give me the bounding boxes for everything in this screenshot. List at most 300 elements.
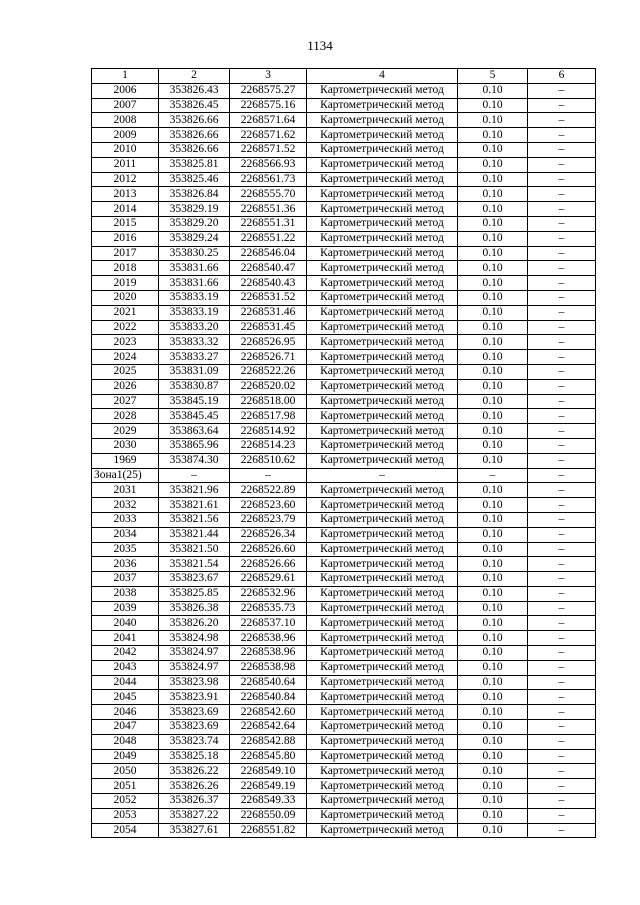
table-row <box>92 290 596 305</box>
x-coordinate-cell: 353821.54 <box>159 557 230 572</box>
method-cell: Картометрический метод <box>307 764 458 779</box>
point-number-cell: 1969 <box>92 453 159 468</box>
point-number-cell: 2014 <box>92 202 159 217</box>
method-cell: Картометрический метод <box>307 216 458 231</box>
method-cell: Картометрический метод <box>307 142 458 157</box>
accuracy-cell: 0.10 <box>458 542 528 557</box>
x-coordinate-cell: 353823.91 <box>159 690 230 705</box>
x-coordinate-cell: 353833.20 <box>159 320 230 335</box>
column-header-6: 6 <box>528 69 596 84</box>
description-cell: – <box>528 157 596 172</box>
x-coordinate-cell: 353845.45 <box>159 409 230 424</box>
accuracy-cell: 0.10 <box>458 512 528 527</box>
accuracy-cell: 0.10 <box>458 83 528 98</box>
y-coordinate-cell: 2268526.95 <box>230 335 307 350</box>
point-number-cell: Зона1(25) <box>92 468 159 483</box>
description-cell: – <box>528 276 596 291</box>
description-cell: – <box>528 764 596 779</box>
point-number-cell: 2010 <box>92 142 159 157</box>
x-coordinate-cell: 353823.69 <box>159 705 230 720</box>
method-cell: Картометрический метод <box>307 720 458 735</box>
description-cell: – <box>528 290 596 305</box>
accuracy-cell: 0.10 <box>458 290 528 305</box>
point-number-cell: 2007 <box>92 98 159 113</box>
y-coordinate-cell: 2268551.82 <box>230 823 307 838</box>
description-cell: – <box>528 690 596 705</box>
point-number-cell: 2025 <box>92 364 159 379</box>
description-cell: – <box>528 749 596 764</box>
description-cell: – <box>528 128 596 143</box>
x-coordinate-cell: 353826.66 <box>159 128 230 143</box>
accuracy-cell: 0.10 <box>458 764 528 779</box>
description-cell: – <box>528 424 596 439</box>
y-coordinate-cell: 2268571.62 <box>230 128 307 143</box>
x-coordinate-cell: 353826.37 <box>159 794 230 809</box>
y-coordinate-cell: 2268549.10 <box>230 764 307 779</box>
method-cell: Картометрический метод <box>307 172 458 187</box>
point-number-cell: 2049 <box>92 749 159 764</box>
table-row <box>92 498 596 513</box>
method-cell: Картометрический метод <box>307 98 458 113</box>
table-row <box>92 660 596 675</box>
x-coordinate-cell: 353823.67 <box>159 572 230 587</box>
y-coordinate-cell: 2268542.88 <box>230 734 307 749</box>
point-number-cell: 2053 <box>92 808 159 823</box>
column-header-5: 5 <box>458 69 528 84</box>
point-number-cell: 2032 <box>92 498 159 513</box>
x-coordinate-cell: 353863.64 <box>159 424 230 439</box>
table-row <box>92 631 596 646</box>
table-row <box>92 808 596 823</box>
description-cell: – <box>528 601 596 616</box>
table-body <box>92 83 596 838</box>
table-row <box>92 586 596 601</box>
table-row <box>92 98 596 113</box>
y-coordinate-cell: 2268518.00 <box>230 394 307 409</box>
x-coordinate-cell: 353821.61 <box>159 498 230 513</box>
x-coordinate-cell: 353825.85 <box>159 586 230 601</box>
table-row <box>92 276 596 291</box>
method-cell: Картометрический метод <box>307 231 458 246</box>
column-header-1: 1 <box>92 69 159 84</box>
accuracy-cell: 0.10 <box>458 660 528 675</box>
y-coordinate-cell: 2268571.52 <box>230 142 307 157</box>
method-cell: Картометрический метод <box>307 734 458 749</box>
method-cell: Картометрический метод <box>307 157 458 172</box>
description-cell: – <box>528 216 596 231</box>
point-number-cell: 2013 <box>92 187 159 202</box>
accuracy-cell: 0.10 <box>458 172 528 187</box>
point-number-cell: 2054 <box>92 823 159 838</box>
method-cell: Картометрический метод <box>307 335 458 350</box>
x-coordinate-cell: 353833.32 <box>159 335 230 350</box>
point-number-cell: 2015 <box>92 216 159 231</box>
y-coordinate-cell: 2268540.64 <box>230 675 307 690</box>
accuracy-cell: 0.10 <box>458 261 528 276</box>
x-coordinate-cell: 353826.66 <box>159 142 230 157</box>
table-header <box>92 69 596 84</box>
method-cell: Картометрический метод <box>307 794 458 809</box>
page-number: 1134 <box>307 38 333 53</box>
zone-row <box>92 468 596 483</box>
point-number-cell: 2011 <box>92 157 159 172</box>
y-coordinate-cell: 2268538.96 <box>230 631 307 646</box>
y-coordinate-cell: 2268561.73 <box>230 172 307 187</box>
y-coordinate-cell: – <box>230 468 307 483</box>
accuracy-cell: 0.10 <box>458 616 528 631</box>
accuracy-cell: 0.10 <box>458 823 528 838</box>
x-coordinate-cell: 353829.19 <box>159 202 230 217</box>
x-coordinate-cell: 353824.98 <box>159 631 230 646</box>
method-cell: Картометрический метод <box>307 483 458 498</box>
accuracy-cell: 0.10 <box>458 498 528 513</box>
point-number-cell: 2017 <box>92 246 159 261</box>
x-coordinate-cell: 353823.74 <box>159 734 230 749</box>
point-number-cell: 2021 <box>92 305 159 320</box>
method-cell: Картометрический метод <box>307 690 458 705</box>
y-coordinate-cell: 2268522.26 <box>230 364 307 379</box>
table-row <box>92 705 596 720</box>
point-number-cell: 2024 <box>92 350 159 365</box>
description-cell: – <box>528 261 596 276</box>
x-coordinate-cell: 353821.96 <box>159 483 230 498</box>
method-cell: Картометрический метод <box>307 586 458 601</box>
y-coordinate-cell: 2268523.79 <box>230 512 307 527</box>
x-coordinate-cell: 353825.46 <box>159 172 230 187</box>
method-cell: Картометрический метод <box>307 438 458 453</box>
table-row <box>92 720 596 735</box>
point-number-cell: 2051 <box>92 779 159 794</box>
x-coordinate-cell: 353826.26 <box>159 779 230 794</box>
accuracy-cell: 0.10 <box>458 364 528 379</box>
y-coordinate-cell: 2268546.04 <box>230 246 307 261</box>
accuracy-cell: 0.10 <box>458 453 528 468</box>
accuracy-cell: 0.10 <box>458 438 528 453</box>
point-number-cell: 2045 <box>92 690 159 705</box>
point-number-cell: 2034 <box>92 527 159 542</box>
y-coordinate-cell: 2268575.16 <box>230 98 307 113</box>
accuracy-cell: 0.10 <box>458 601 528 616</box>
point-number-cell: 2020 <box>92 290 159 305</box>
point-number-cell: 2022 <box>92 320 159 335</box>
column-header-4: 4 <box>307 69 458 84</box>
accuracy-cell: 0.10 <box>458 705 528 720</box>
description-cell: – <box>528 468 596 483</box>
description-cell: – <box>528 379 596 394</box>
accuracy-cell: 0.10 <box>458 734 528 749</box>
point-number-cell: 2028 <box>92 409 159 424</box>
accuracy-cell: 0.10 <box>458 157 528 172</box>
y-coordinate-cell: 2268526.71 <box>230 350 307 365</box>
y-coordinate-cell: 2268531.45 <box>230 320 307 335</box>
description-cell: – <box>528 172 596 187</box>
table-row <box>92 394 596 409</box>
accuracy-cell: 0.10 <box>458 231 528 246</box>
accuracy-cell: 0.10 <box>458 646 528 661</box>
method-cell: Картометрический метод <box>307 290 458 305</box>
y-coordinate-cell: 2268551.22 <box>230 231 307 246</box>
table-row <box>92 512 596 527</box>
accuracy-cell: 0.10 <box>458 335 528 350</box>
accuracy-cell: 0.10 <box>458 113 528 128</box>
x-coordinate-cell: 353831.66 <box>159 276 230 291</box>
x-coordinate-cell: 353823.69 <box>159 720 230 735</box>
method-cell: Картометрический метод <box>307 705 458 720</box>
description-cell: – <box>528 187 596 202</box>
x-coordinate-cell: 353829.24 <box>159 231 230 246</box>
table-row <box>92 83 596 98</box>
table-row <box>92 690 596 705</box>
method-cell: Картометрический метод <box>307 320 458 335</box>
accuracy-cell: 0.10 <box>458 379 528 394</box>
accuracy-cell: 0.10 <box>458 572 528 587</box>
point-number-cell: 2040 <box>92 616 159 631</box>
description-cell: – <box>528 675 596 690</box>
point-number-cell: 2008 <box>92 113 159 128</box>
description-cell: – <box>528 83 596 98</box>
table-row <box>92 779 596 794</box>
description-cell: – <box>528 720 596 735</box>
y-coordinate-cell: 2268575.27 <box>230 83 307 98</box>
method-cell: Картометрический метод <box>307 246 458 261</box>
y-coordinate-cell: 2268566.93 <box>230 157 307 172</box>
table-row <box>92 527 596 542</box>
y-coordinate-cell: 2268549.19 <box>230 779 307 794</box>
table-row <box>92 616 596 631</box>
point-number-cell: 2039 <box>92 601 159 616</box>
accuracy-cell: 0.10 <box>458 305 528 320</box>
point-number-cell: 2052 <box>92 794 159 809</box>
x-coordinate-cell: 353831.09 <box>159 364 230 379</box>
accuracy-cell: 0.10 <box>458 216 528 231</box>
table-row <box>92 320 596 335</box>
y-coordinate-cell: 2268551.31 <box>230 216 307 231</box>
point-number-cell: 2018 <box>92 261 159 276</box>
method-cell: Картометрический метод <box>307 261 458 276</box>
table-row <box>92 675 596 690</box>
table-row <box>92 113 596 128</box>
y-coordinate-cell: 2268510.62 <box>230 453 307 468</box>
point-number-cell: 2023 <box>92 335 159 350</box>
point-number-cell: 2044 <box>92 675 159 690</box>
method-cell: Картометрический метод <box>307 128 458 143</box>
y-coordinate-cell: 2268529.61 <box>230 572 307 587</box>
x-coordinate-cell: 353825.18 <box>159 749 230 764</box>
table-row <box>92 557 596 572</box>
coordinates-table <box>91 68 596 838</box>
description-cell: – <box>528 335 596 350</box>
description-cell: – <box>528 438 596 453</box>
accuracy-cell: 0.10 <box>458 527 528 542</box>
x-coordinate-cell: 353826.38 <box>159 601 230 616</box>
description-cell: – <box>528 705 596 720</box>
x-coordinate-cell: 353824.97 <box>159 660 230 675</box>
y-coordinate-cell: 2268531.46 <box>230 305 307 320</box>
description-cell: – <box>528 453 596 468</box>
y-coordinate-cell: 2268535.73 <box>230 601 307 616</box>
description-cell: – <box>528 394 596 409</box>
table-row <box>92 128 596 143</box>
description-cell: – <box>528 142 596 157</box>
x-coordinate-cell: 353830.87 <box>159 379 230 394</box>
x-coordinate-cell: 353833.27 <box>159 350 230 365</box>
y-coordinate-cell: 2268526.34 <box>230 527 307 542</box>
point-number-cell: 2035 <box>92 542 159 557</box>
table-row <box>92 261 596 276</box>
method-cell: Картометрический метод <box>307 512 458 527</box>
description-cell: – <box>528 512 596 527</box>
x-coordinate-cell: 353823.98 <box>159 675 230 690</box>
accuracy-cell: 0.10 <box>458 246 528 261</box>
point-number-cell: 2009 <box>92 128 159 143</box>
table-row <box>92 409 596 424</box>
description-cell: – <box>528 572 596 587</box>
point-number-cell: 2029 <box>92 424 159 439</box>
description-cell: – <box>528 794 596 809</box>
method-cell: Картометрический метод <box>307 83 458 98</box>
table-row <box>92 764 596 779</box>
table-row <box>92 364 596 379</box>
description-cell: – <box>528 305 596 320</box>
table-row <box>92 453 596 468</box>
method-cell: Картометрический метод <box>307 409 458 424</box>
method-cell: Картометрический метод <box>307 808 458 823</box>
x-coordinate-cell: 353826.43 <box>159 83 230 98</box>
description-cell: – <box>528 98 596 113</box>
point-number-cell: 2027 <box>92 394 159 409</box>
accuracy-cell: 0.10 <box>458 749 528 764</box>
table-row <box>92 749 596 764</box>
x-coordinate-cell: 353826.66 <box>159 113 230 128</box>
description-cell: – <box>528 409 596 424</box>
column-header-3: 3 <box>230 69 307 84</box>
accuracy-cell: 0.10 <box>458 394 528 409</box>
point-number-cell: 2016 <box>92 231 159 246</box>
description-cell: – <box>528 616 596 631</box>
y-coordinate-cell: 2268542.60 <box>230 705 307 720</box>
column-header-2: 2 <box>159 69 230 84</box>
x-coordinate-cell: 353827.61 <box>159 823 230 838</box>
accuracy-cell: 0.10 <box>458 483 528 498</box>
accuracy-cell: 0.10 <box>458 690 528 705</box>
method-cell: Картометрический метод <box>307 498 458 513</box>
table-row <box>92 172 596 187</box>
method-cell: Картометрический метод <box>307 557 458 572</box>
y-coordinate-cell: 2268532.96 <box>230 586 307 601</box>
method-cell: Картометрический метод <box>307 202 458 217</box>
method-cell: Картометрический метод <box>307 749 458 764</box>
x-coordinate-cell: 353826.20 <box>159 616 230 631</box>
table-row <box>92 350 596 365</box>
accuracy-cell: 0.10 <box>458 202 528 217</box>
table-row <box>92 483 596 498</box>
description-cell: – <box>528 734 596 749</box>
description-cell: – <box>528 646 596 661</box>
y-coordinate-cell: 2268540.84 <box>230 690 307 705</box>
accuracy-cell: 0.10 <box>458 631 528 646</box>
description-cell: – <box>528 779 596 794</box>
y-coordinate-cell: 2268514.23 <box>230 438 307 453</box>
y-coordinate-cell: 2268517.98 <box>230 409 307 424</box>
method-cell: Картометрический метод <box>307 542 458 557</box>
accuracy-cell: 0.10 <box>458 142 528 157</box>
accuracy-cell: 0.10 <box>458 98 528 113</box>
x-coordinate-cell: 353826.22 <box>159 764 230 779</box>
method-cell: Картометрический метод <box>307 779 458 794</box>
y-coordinate-cell: 2268542.64 <box>230 720 307 735</box>
description-cell: – <box>528 631 596 646</box>
method-cell: Картометрический метод <box>307 601 458 616</box>
x-coordinate-cell: – <box>159 468 230 483</box>
accuracy-cell: 0.10 <box>458 675 528 690</box>
method-cell: Картометрический метод <box>307 424 458 439</box>
y-coordinate-cell: 2268550.09 <box>230 808 307 823</box>
accuracy-cell: 0.10 <box>458 586 528 601</box>
point-number-cell: 2026 <box>92 379 159 394</box>
point-number-cell: 2048 <box>92 734 159 749</box>
method-cell: Картометрический метод <box>307 616 458 631</box>
point-number-cell: 2019 <box>92 276 159 291</box>
table-row <box>92 305 596 320</box>
method-cell: Картометрический метод <box>307 187 458 202</box>
method-cell: – <box>307 468 458 483</box>
y-coordinate-cell: 2268520.02 <box>230 379 307 394</box>
point-number-cell: 2030 <box>92 438 159 453</box>
accuracy-cell: 0.10 <box>458 276 528 291</box>
table-row <box>92 424 596 439</box>
accuracy-cell: 0.10 <box>458 320 528 335</box>
method-cell: Картометрический метод <box>307 364 458 379</box>
point-number-cell: 2036 <box>92 557 159 572</box>
table-row <box>92 231 596 246</box>
accuracy-cell: 0.10 <box>458 350 528 365</box>
y-coordinate-cell: 2268538.98 <box>230 660 307 675</box>
method-cell: Картометрический метод <box>307 646 458 661</box>
x-coordinate-cell: 353821.50 <box>159 542 230 557</box>
description-cell: – <box>528 808 596 823</box>
point-number-cell: 2031 <box>92 483 159 498</box>
x-coordinate-cell: 353831.66 <box>159 261 230 276</box>
y-coordinate-cell: 2268537.10 <box>230 616 307 631</box>
accuracy-cell: 0.10 <box>458 779 528 794</box>
x-coordinate-cell: 353826.84 <box>159 187 230 202</box>
x-coordinate-cell: 353826.45 <box>159 98 230 113</box>
y-coordinate-cell: 2268522.89 <box>230 483 307 498</box>
table-row <box>92 823 596 838</box>
method-cell: Картометрический метод <box>307 276 458 291</box>
table-row <box>92 142 596 157</box>
x-coordinate-cell: 353827.22 <box>159 808 230 823</box>
y-coordinate-cell: 2268551.36 <box>230 202 307 217</box>
x-coordinate-cell: 353829.20 <box>159 216 230 231</box>
method-cell: Картометрический метод <box>307 675 458 690</box>
method-cell: Картометрический метод <box>307 379 458 394</box>
description-cell: – <box>528 542 596 557</box>
method-cell: Картометрический метод <box>307 305 458 320</box>
x-coordinate-cell: 353845.19 <box>159 394 230 409</box>
table-row <box>92 202 596 217</box>
table-row <box>92 335 596 350</box>
description-cell: – <box>528 364 596 379</box>
description-cell: – <box>528 823 596 838</box>
method-cell: Картометрический метод <box>307 823 458 838</box>
method-cell: Картометрический метод <box>307 350 458 365</box>
point-number-cell: 2050 <box>92 764 159 779</box>
x-coordinate-cell: 353821.56 <box>159 512 230 527</box>
accuracy-cell: 0.10 <box>458 794 528 809</box>
accuracy-cell: 0.10 <box>458 557 528 572</box>
description-cell: – <box>528 660 596 675</box>
